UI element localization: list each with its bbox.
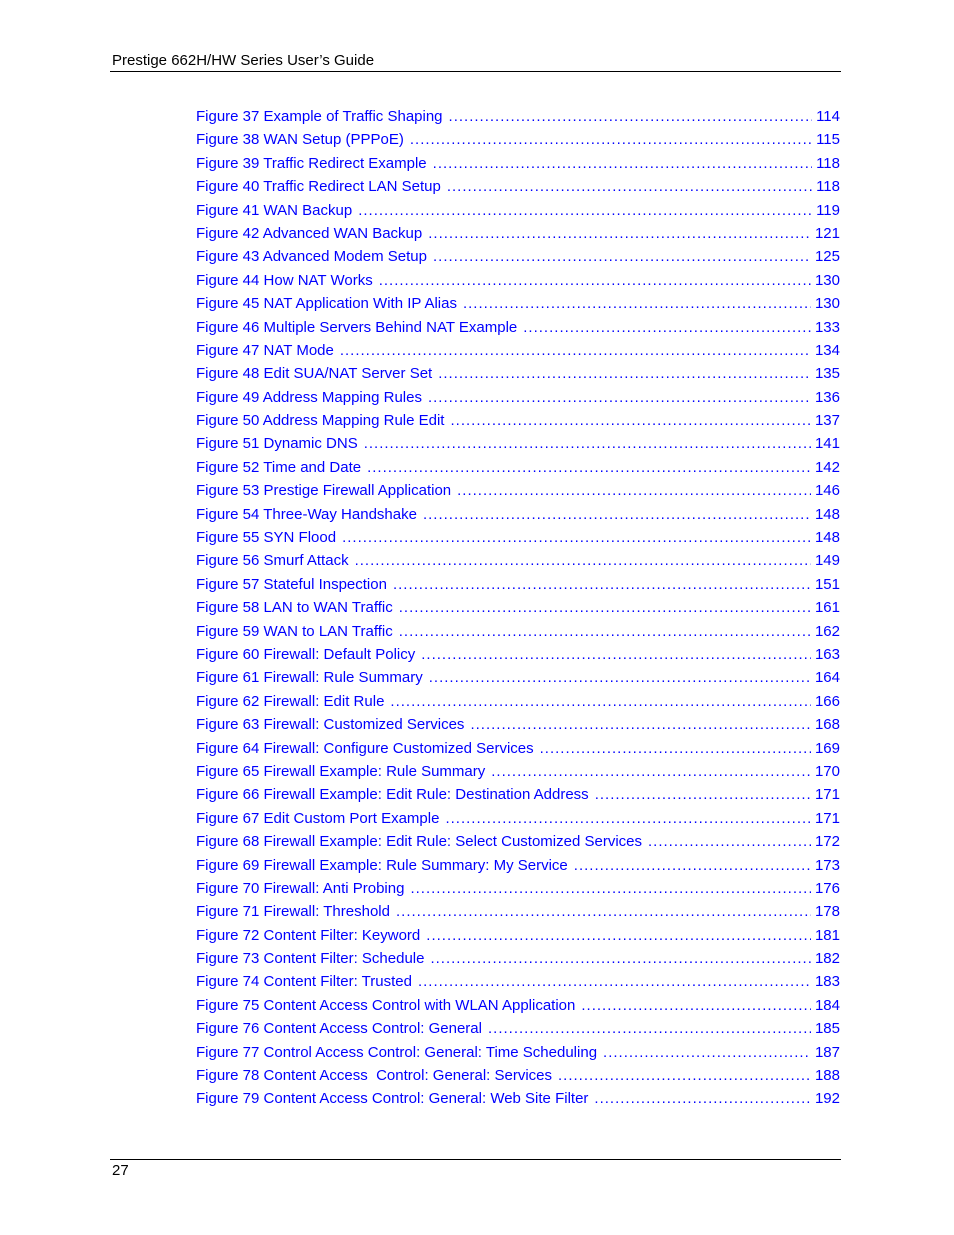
dot-leader (574, 854, 811, 877)
toc-entry-page[interactable]: 149 (814, 552, 840, 570)
running-header-title: Prestige 662H/HW Series User’s Guide (112, 52, 375, 69)
toc-entry-label[interactable]: Figure 43 Advanced Modem Setup (196, 248, 427, 266)
toc-entry-link[interactable] (196, 526, 840, 549)
dot-leader (491, 760, 811, 783)
dot-leader (450, 409, 810, 432)
toc-entry-label[interactable]: Figure 52 Time and Date (196, 458, 362, 476)
toc-entry-label[interactable]: Figure 50 Address Mapping Rule Edit (196, 412, 445, 430)
dot-leader (429, 666, 811, 689)
toc-entry-link[interactable] (196, 947, 840, 970)
toc-entry-label[interactable]: Figure 38 WAN Setup (PPPoE) (196, 131, 404, 149)
dot-leader (421, 643, 811, 666)
toc-entry-page[interactable]: 183 (814, 973, 840, 991)
toc-entry-label[interactable]: Figure 78 Content Access Control: General: Services (196, 1067, 553, 1085)
toc-entry-page[interactable]: 182 (814, 950, 840, 968)
toc-entry-page[interactable]: 119 (816, 201, 840, 219)
toc-entry-link[interactable] (196, 222, 840, 245)
footer-divider (110, 1159, 841, 1160)
dot-leader (410, 877, 811, 900)
toc-entry-page[interactable]: 166 (814, 692, 840, 710)
toc-entry-label[interactable]: Figure 69 Firewall Example: Rule Summary: My Service (196, 856, 568, 874)
toc-entry-label[interactable]: Figure 56 Smurf Attack (196, 552, 349, 570)
dot-leader (428, 222, 811, 245)
dot-leader (355, 549, 811, 572)
header-divider (110, 71, 841, 72)
toc-entry-label[interactable]: Figure 39 Traffic Redirect Example (196, 154, 427, 172)
dot-leader (488, 1017, 811, 1040)
toc-entry-link[interactable] (196, 456, 840, 479)
toc-entry-label[interactable]: Figure 41 WAN Backup (196, 201, 353, 219)
toc-entry-page[interactable]: 125 (814, 248, 840, 266)
toc-entry-page[interactable]: 164 (814, 669, 840, 687)
toc-entry-label[interactable]: Figure 77 Control Access Control: General: Time Scheduling (196, 1043, 598, 1061)
toc-entry-link[interactable] (196, 643, 840, 666)
dot-leader (358, 199, 812, 222)
toc-entry-link[interactable] (196, 666, 840, 689)
dot-leader (379, 269, 811, 292)
dot-leader (470, 713, 811, 736)
toc-entry-label[interactable]: Figure 64 Firewall: Configure Customized Services (196, 739, 534, 757)
toc-entry-link[interactable] (196, 1064, 840, 1087)
toc-entry-page[interactable]: 173 (814, 856, 840, 874)
toc-entry-page[interactable]: 171 (814, 786, 840, 804)
toc-entry-page[interactable]: 134 (814, 341, 840, 359)
toc-entry-label[interactable]: Figure 57 Stateful Inspection (196, 575, 387, 593)
toc-entry-page[interactable]: 161 (814, 599, 840, 617)
toc-entry-label[interactable]: Figure 37 Example of Traffic Shaping (196, 108, 443, 125)
toc-entry-page[interactable]: 185 (814, 1020, 840, 1038)
toc-entry-label[interactable]: Figure 62 Firewall: Edit Rule (196, 692, 385, 710)
toc-entry-link[interactable] (196, 713, 840, 736)
dot-leader (426, 924, 811, 947)
dot-leader (423, 503, 811, 526)
toc-entry-label[interactable]: Figure 66 Firewall Example: Edit Rule: Destination Address (196, 786, 589, 804)
toc-entry-link[interactable] (196, 760, 840, 783)
toc-entry-label[interactable]: Figure 71 Firewall: Threshold (196, 903, 390, 921)
toc-entry-label[interactable]: Figure 48 Edit SUA/NAT Server Set (196, 365, 433, 383)
dot-leader (581, 994, 811, 1017)
toc-entry-page[interactable]: 142 (814, 458, 840, 476)
toc-entry-link[interactable] (196, 924, 840, 947)
toc-entry-page[interactable]: 115 (816, 131, 840, 149)
dot-leader (364, 432, 811, 455)
list-of-figures (196, 105, 840, 1111)
toc-entry-page[interactable]: 176 (814, 879, 840, 897)
toc-entry-label[interactable]: Figure 67 Edit Custom Port Example (196, 809, 440, 827)
toc-entry-label[interactable]: Figure 46 Multiple Servers Behind NAT Example (196, 318, 518, 336)
toc-entry-page[interactable]: 135 (814, 365, 840, 383)
dot-leader (433, 152, 812, 175)
toc-entry-link[interactable] (196, 269, 840, 292)
toc-entry-page[interactable]: 192 (814, 1090, 840, 1108)
toc-entry-link[interactable] (196, 175, 840, 198)
toc-entry-label[interactable]: Figure 49 Address Mapping Rules (196, 388, 422, 406)
toc-entry-link[interactable] (196, 152, 840, 175)
toc-entry-label[interactable]: Figure 75 Content Access Control with WLAN Application (196, 996, 576, 1014)
toc-entry-label[interactable]: Figure 59 WAN to LAN Traffic (196, 622, 393, 640)
toc-entry-label[interactable]: Figure 74 Content Filter: Trusted (196, 973, 412, 991)
toc-entry-label[interactable]: Figure 55 SYN Flood (196, 529, 337, 547)
toc-entry-link[interactable] (196, 970, 840, 993)
dot-leader (418, 970, 811, 993)
toc-entry-link[interactable] (196, 362, 840, 385)
dot-leader (438, 362, 811, 385)
toc-entry-page[interactable]: 170 (814, 762, 840, 780)
toc-entry-link[interactable] (196, 620, 840, 643)
toc-entry-link[interactable] (196, 1017, 840, 1040)
dot-leader (340, 339, 811, 362)
toc-entry-page[interactable]: 146 (814, 482, 840, 500)
toc-entry-label[interactable]: Figure 72 Content Filter: Keyword (196, 926, 421, 944)
toc-entry-label[interactable]: Figure 44 How NAT Works (196, 271, 373, 289)
toc-entry-link[interactable] (196, 409, 840, 432)
toc-entry-link[interactable] (196, 479, 840, 502)
toc-entry-page[interactable]: 141 (814, 435, 840, 453)
toc-entry-link[interactable] (196, 549, 840, 572)
toc-entry-link[interactable] (196, 596, 840, 619)
toc-entry-page[interactable]: 130 (814, 295, 840, 313)
toc-entry-page[interactable]: 181 (814, 926, 840, 944)
dot-leader (595, 783, 811, 806)
toc-entry-label[interactable]: Figure 58 LAN to WAN Traffic (196, 599, 393, 617)
toc-entry-page[interactable]: 118 (816, 154, 840, 172)
toc-entry-label[interactable]: Figure 42 Advanced WAN Backup (196, 224, 423, 242)
toc-entry-link[interactable] (196, 316, 840, 339)
dot-leader (523, 316, 811, 339)
toc-entry-link[interactable] (196, 292, 840, 315)
toc-entry-page[interactable]: 187 (814, 1043, 840, 1061)
dot-leader (449, 105, 813, 128)
toc-entry-label[interactable]: Figure 53 Prestige Firewall Application (196, 482, 452, 500)
toc-entry-label[interactable]: Figure 70 Firewall: Anti Probing (196, 879, 405, 897)
toc-entry-link[interactable] (196, 339, 840, 362)
dot-leader (430, 947, 811, 970)
toc-entry-link[interactable] (196, 199, 840, 222)
toc-entry-page[interactable]: 169 (814, 739, 840, 757)
toc-entry-link[interactable] (196, 386, 840, 409)
toc-entry-label[interactable]: Figure 73 Content Filter: Schedule (196, 950, 425, 968)
dot-leader (393, 573, 811, 596)
toc-entry-label[interactable]: Figure 61 Firewall: Rule Summary (196, 669, 423, 687)
toc-entry-page[interactable]: 148 (814, 529, 840, 547)
dot-leader (433, 245, 811, 268)
dot-leader (540, 737, 811, 760)
toc-entry-link[interactable] (196, 432, 840, 455)
dot-leader (603, 1041, 811, 1064)
toc-entry-link[interactable] (196, 877, 840, 900)
toc-entry-label[interactable]: Figure 65 Firewall Example: Rule Summary (196, 762, 486, 780)
toc-entry-page[interactable]: 130 (814, 271, 840, 289)
toc-entry-link[interactable] (196, 854, 840, 877)
toc-entry-page[interactable]: 151 (814, 575, 840, 593)
toc-entry-link[interactable] (196, 690, 840, 713)
dot-leader (399, 620, 811, 643)
toc-entry-page[interactable]: 168 (814, 716, 840, 734)
toc-entry-page[interactable]: 171 (814, 809, 840, 827)
toc-entry-link[interactable] (196, 503, 840, 526)
toc-entry-label[interactable]: Figure 54 Three-Way Handshake (196, 505, 417, 523)
dot-leader (367, 456, 811, 479)
toc-entry-link[interactable] (196, 1087, 840, 1110)
toc-entry-link[interactable] (196, 783, 840, 806)
dot-leader (558, 1064, 811, 1087)
dot-leader (648, 830, 811, 853)
toc-entry-link[interactable] (196, 573, 840, 596)
toc-entry-link[interactable] (196, 1041, 840, 1064)
toc-entry-page[interactable]: 137 (814, 412, 840, 430)
toc-entry-link[interactable] (196, 128, 840, 151)
toc-entry-label[interactable]: Figure 51 Dynamic DNS (196, 435, 358, 453)
toc-entry-page[interactable]: 184 (814, 996, 840, 1014)
toc-entry-page[interactable]: 118 (816, 178, 840, 196)
toc-entry-label[interactable]: Figure 68 Firewall Example: Edit Rule: Select Customized Services (196, 833, 643, 851)
toc-entry-label[interactable]: Figure 63 Firewall: Customized Services (196, 716, 465, 734)
toc-entry-page[interactable]: 163 (814, 645, 840, 663)
toc-entry-label[interactable]: Figure 40 Traffic Redirect LAN Setup (196, 178, 441, 196)
dot-leader (399, 596, 811, 619)
dot-leader (390, 690, 811, 713)
toc-entry-link[interactable] (196, 900, 840, 923)
page-number: 27 (112, 1162, 129, 1179)
toc-entry-label[interactable]: Figure 45 NAT Application With IP Alias (196, 295, 457, 313)
toc-entry-page[interactable]: 136 (814, 388, 840, 406)
toc-entry-page[interactable]: 121 (814, 224, 840, 242)
dot-leader (447, 175, 812, 198)
toc-entry-page[interactable]: 114 (816, 108, 840, 125)
toc-entry-page[interactable]: 162 (814, 622, 840, 640)
dot-leader (445, 807, 811, 830)
toc-entry-page[interactable]: 172 (814, 833, 840, 851)
toc-entry-page[interactable]: 188 (814, 1067, 840, 1085)
dot-leader (594, 1087, 811, 1110)
toc-entry-label[interactable]: Figure 76 Content Access Control: General (196, 1020, 482, 1038)
toc-entry-link[interactable] (196, 830, 840, 853)
toc-entry-label[interactable]: Figure 79 Content Access Control: General: Web Site Filter (196, 1090, 589, 1108)
dot-leader (457, 479, 811, 502)
toc-entry-label[interactable]: Figure 47 NAT Mode (196, 341, 334, 359)
toc-entry-page[interactable]: 133 (814, 318, 840, 336)
dot-leader (410, 128, 812, 151)
dot-leader (342, 526, 811, 549)
dot-leader (463, 292, 811, 315)
toc-entry-link[interactable] (196, 807, 840, 830)
toc-entry-link[interactable] (196, 245, 840, 268)
toc-entry-link[interactable] (196, 994, 840, 1017)
toc-entry-page[interactable]: 178 (814, 903, 840, 921)
dot-leader (428, 386, 811, 409)
toc-entry-link[interactable] (196, 737, 840, 760)
dot-leader (396, 900, 811, 923)
toc-entry-link[interactable] (196, 105, 840, 128)
toc-entry-label[interactable]: Figure 60 Firewall: Default Policy (196, 645, 416, 663)
toc-entry-page[interactable]: 148 (814, 505, 840, 523)
